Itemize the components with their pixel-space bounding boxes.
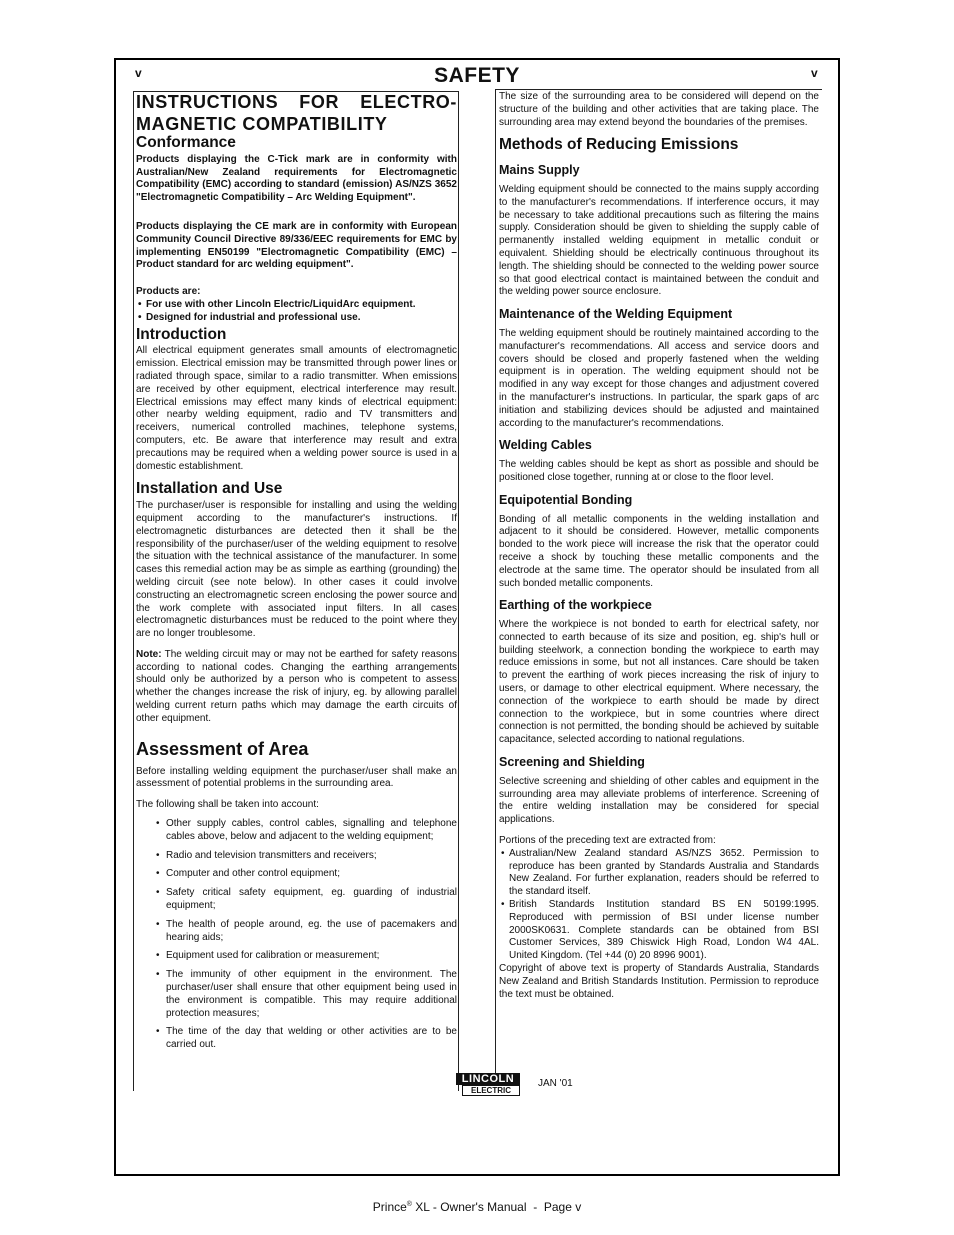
list-item: • Radio and television transmitters and receivers; [166,850,457,863]
equipotential-text: Bonding of all metallic components in the welding installation and adjacent to it should be considered. However, metallic components bonded to the work piece will increase the risk that the operator could receive a shock by touching these metallic components and the electrode at the same time. The operator should be insulated from all such bonded metallic components. [499,513,819,589]
assessment-paragraph-2: The following shall be taken into account: [136,799,319,811]
note-label: Note: [136,648,162,660]
page-number-left: v [135,66,142,80]
right-column [497,91,820,1075]
page-footer [0,1200,954,1214]
conformance-heading: Conformance [136,134,236,151]
left-column [133,91,458,1091]
introduction-heading: Introduction [136,325,227,343]
sources-list [499,848,819,963]
methods-heading: Methods of Reducing Emissions [499,136,739,154]
welding-cables-heading: Welding Cables [499,438,592,453]
note-paragraph [136,649,457,726]
earthing-text: Where the workpiece is not bonded to earth for electrical safety, nor connected to earth because of its size and position, eg. ship's hull or building steelwork, a connection bonding the workpiece to earth may reduce emissions in some, but not all instances. Care should be taken to prevent the earthing of work pieces increasing the risk of injury to users, or damage to other electrical equipment. Where necessary, the connection of the workpiece to earth should be made by direct connection to the workpiece, but in some countries where direct connection is not permitted, the bonding should be achieved by suitable capacitance, selected according to national regulations. [499,619,819,746]
note-text: The welding circuit may or may not be earthed for safety reasons according to national codes. Changing the earthing arrangements should only be authorized by a person who is competent to assess whether the changes increase the risk of injury, eg. by allowing parallel welding current return paths which may damage the earth circuits of other equipment. [136,648,457,724]
copyright-text: Copyright of above text is property of Standards Australia, Standards New Zealand and British Standards Institution. Permission to reproduce the text must be obtained. [499,963,819,1000]
footer-product: Prince [372,1200,407,1214]
introduction-text: All electrical equipment generates small amounts of electromagnetic emission. Electrical emission may be transmitted through power lines or radiated through space, similar to a radio transmitter. When emissions are received by other equipment, electrical interference may result. Electrical emissions may effect many kinds of electrical equipment: other nearby welding equipment, radio and TV transmitters and receivers, numerical controlled machines, telephone systems, computers, etc. Be aware that interference may result and extra precautions may be required when a welding power source is used in a domestic establishment. [136,345,457,472]
footer-text: XL - Owner's Manual - Page v [411,1200,582,1214]
surrounding-area-text: The size of the surrounding area to be considered will depend on the structure of the building and other activities that are taking place. The surrounding area may extend beyond the boundaries of the premises. [499,91,819,128]
installation-heading: Installation and Use [136,480,283,498]
logo-bottom-text: ELECTRIC [462,1085,520,1096]
installation-text: The purchaser/user is responsible for installing and using the welding equipment according to the manufacturer's instructions. If electromagnetic disturbances are detected then it shall be the responsibility of the purchaser/user of the welding equipment to resolve the situation with the technical assistance of the manufacturer. In some cases this remedial action may be as simple as earthing (grounding) the welding circuit (see note below). In other cases it could involve constructing an electromagnetic screen enclosing the power source and the work complete with associated input filters. In all cases electromagnetic disturbances must be reduced to the point where they are no longer troublesome. [136,500,457,640]
mains-supply-heading: Mains Supply [499,163,580,178]
conformance-paragraph-1: Products displaying the C-Tick mark are in conformity with Australian/New Zealand requirements for Electromagnetic Compatibility (EMC) according to standard (emission) AS/NZS 3652 "Electromagnetic Compatibility – Arc Welding Equipment". [136,153,457,204]
conformance-paragraph-2: Products displaying the CE mark are in conformity with European Community Council Directive 89/336/EEC requirements for EMC by implementing EN50199 "Electromagnetic Compatibility (EMC) – Product standard for arc welding equipment". [136,220,457,271]
maintenance-text: The welding equipment should be routinely maintained according to the manufacturer's recommendations. All access and service doors and covers should be closed and properly fastened when the welding equipment is in operation. The welding equipment should not be modified in any way except for those changes and adjustment covered in the manufacturer's instructions. In particular, the spark gaps of arc initiation and stabilizing devices should be adjusted and maintained according to the manufacturer's recommendations. [499,327,819,429]
list-item: • The time of the day that welding or other activities are to be carried out. [166,1026,457,1052]
products-are-label: Products are: [136,286,201,298]
assessment-paragraph-1: Before installing welding equipment the purchaser/user shall make an assessment of potential problems in the surrounding area. [136,765,457,790]
maintenance-heading: Maintenance of the Welding Equipment [499,307,733,322]
earthing-heading: Earthing of the workpiece [499,598,652,613]
list-item: • The immunity of other equipment in the environment. The purchaser/user shall ensure that other equipment being used in the environment is compatible. This may require additional protection measures; [166,969,457,1020]
list-item: • Australian/New Zealand standard AS/NZS 3652. Permission to reproduce has been granted by Standards Australia and Standards New Zealand. For further explanation, readers should be referred to the standard itself. [509,848,819,899]
list-item: • Designed for industrial and professional use. [146,312,457,325]
page-number-right: v [811,66,818,80]
assessment-heading: Assessment of Area [136,738,309,759]
portions-text: Portions of the preceding text are extracted from: [499,835,716,847]
revision-date: JAN '01 [538,1078,573,1089]
page-title: SAFETY [434,64,520,87]
lincoln-electric-logo [456,1073,520,1095]
screening-text: Selective screening and shielding of other cables and equipment in the surrounding area may alleviate problems of interference. Screening of the entire welding installation may be considered for special applications. [499,775,819,826]
footer-registered-mark: ® [406,1201,412,1208]
list-item: • The health of people around, eg. the use of pacemakers and hearing aids; [166,919,457,945]
list-item: • Safety critical safety equipment, eg. guarding of industrial equipment; [166,887,457,913]
list-item: • British Standards Institution standard BS EN 50199:1995. Reproduced with permission of BSI under license number 2000SK0631. Complete standards can be obtained from BSI Customer Services, 389 Chiswick High Road, London W4 4AL. United Kingdom. (Tel +44 (0) 20 8996 9001). [509,899,819,963]
list-item: • For use with other Lincoln Electric/LiquidArc equipment. [146,299,457,312]
emc-heading: INSTRUCTIONS FOR ELECTRO-MAGNETIC COMPATIBILITY [136,92,457,134]
assessment-list [136,818,457,1052]
list-item: • Equipment used for calibration or measurement; [166,950,457,963]
list-item: • Computer and other control equipment; [166,868,457,881]
logo-top-text: LINCOLN [456,1073,520,1085]
welding-cables-text: The welding cables should be kept as short as possible and should be positioned close together, running at or close to the floor level. [499,459,819,483]
screening-heading: Screening and Shielding [499,755,645,770]
list-item: • Other supply cables, control cables, signalling and telephone cables above, below and adjacent to the welding equipment; [166,818,457,844]
products-list [136,299,457,325]
mains-supply-text: Welding equipment should be connected to the mains supply according to the manufacturer's recommendations. If interference occurs, it may be necessary to take additional precautions such as filtering the mains supply. Consideration should be given to shielding the supply cable of permanently installed welding equipment in metallic conduit or equivalent. Shielding should be electrically continuous throughout its length. The shielding should be connected to the welding power source so that good electrical contact is maintained between the conduit and the welding power source enclosure. [499,183,819,298]
equipotential-heading: Equipotential Bonding [499,492,633,507]
